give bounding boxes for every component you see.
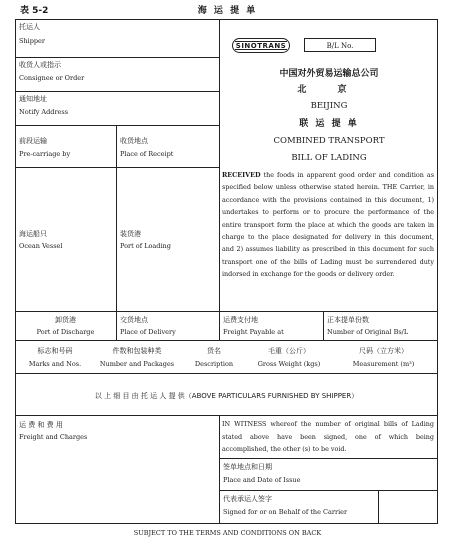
measurement-label-cn: 尺码（立方米） bbox=[359, 347, 408, 355]
document-type-en-2: BILL OF LADING bbox=[291, 153, 367, 163]
divider bbox=[116, 311, 117, 340]
divider bbox=[219, 19, 220, 311]
witness-clause: IN WITNESS whereof the number of original bills of Lading stated above have been signed, one of which being accomplished, the other (s) to be void. bbox=[222, 420, 434, 453]
company-name-cn: 中国对外贸易运输总公司 bbox=[279, 69, 379, 79]
document-title: 海 运 提 单 bbox=[197, 6, 258, 16]
table-number: 表 5-2 bbox=[20, 6, 49, 16]
divider bbox=[15, 125, 219, 126]
bl-number-field[interactable]: B/L No. bbox=[304, 38, 376, 52]
divider bbox=[15, 167, 219, 168]
notify-label-cn: 通知地址 bbox=[19, 95, 47, 103]
freight-payable-label-cn: 运费支付地 bbox=[223, 316, 258, 324]
divider bbox=[15, 340, 438, 341]
divider bbox=[219, 415, 220, 524]
num-original-label: Number of Original Bs/L bbox=[327, 328, 409, 336]
port-discharge-label: Port of Discharge bbox=[36, 328, 95, 336]
num-original-label-cn: 正本提单份数 bbox=[327, 316, 369, 324]
place-date-issue-label-cn: 签单地点和日期 bbox=[223, 463, 272, 471]
signed-for-label-cn: 代表承运人签字 bbox=[223, 495, 272, 503]
place-receipt-label-cn: 收货地点 bbox=[120, 137, 148, 145]
marks-label-cn: 标志和号码 bbox=[37, 347, 73, 355]
port-loading-label: Port of Loading bbox=[120, 242, 171, 250]
place-delivery-label: Place of Delivery bbox=[120, 328, 176, 336]
company-city-en: BEIJING bbox=[310, 101, 348, 111]
notify-label: Notify Address bbox=[19, 108, 69, 116]
divider bbox=[15, 91, 219, 92]
divider bbox=[15, 57, 219, 58]
freight-payable-label: Freight Payable at bbox=[223, 328, 284, 336]
ocean-vessel-label: Ocean Vessel bbox=[19, 242, 63, 250]
description-label-cn: 货名 bbox=[207, 347, 221, 355]
shipper-label-cn: 托运人 bbox=[19, 23, 40, 31]
signed-for-label: Signed for or on Behalf of the Carrier bbox=[223, 508, 348, 516]
divider bbox=[15, 373, 438, 374]
divider bbox=[15, 311, 438, 312]
sinotrans-logo: SINOTRANS bbox=[232, 38, 290, 53]
measurement-label: Measurement (m³) bbox=[352, 360, 415, 368]
place-delivery-label-cn: 交货地点 bbox=[120, 316, 148, 324]
marks-label: Marks and Nos. bbox=[28, 360, 82, 368]
divider bbox=[219, 490, 438, 491]
packages-label: Number and Packages bbox=[99, 360, 175, 368]
divider bbox=[378, 490, 379, 524]
pre-carriage-label: Pre-carriage by bbox=[19, 150, 71, 158]
port-loading-label-cn: 装货港 bbox=[120, 230, 141, 238]
gross-weight-label-cn: 毛重（公斤） bbox=[268, 347, 310, 355]
divider bbox=[15, 415, 438, 416]
consignee-label: Consignee or Order bbox=[19, 74, 85, 82]
gross-weight-label: Gross Weight (kgs) bbox=[257, 360, 321, 368]
ocean-vessel-label-cn: 海运船只 bbox=[19, 230, 47, 238]
terms-paragraph: RECEIVED the foods in apparent good order and condition as specified below unless otherwise stated herein. THE Carrier, in accordance with the provisions contained in this document, 1) undertakes to perform or to procure the performance of the entire transport form the place at which the goods are taken in charge to the place designated for delivery in this document, and 2) assumes liability as prescribed in this document for such transport one of the bills of Lading must be surrendered duty indorsed in exchange for the goods or delivery order. bbox=[222, 171, 434, 279]
furnished-by-shipper-note: 以 上 细 目 由 托 运 人 提 供（ABOVE PARTICULARS FURNISHED BY SHIPPER） bbox=[94, 392, 359, 400]
place-date-issue-label: Place and Date of Issue bbox=[223, 476, 301, 484]
port-discharge-label-cn: 卸货港 bbox=[55, 316, 76, 324]
divider bbox=[323, 311, 324, 340]
consignee-label-cn: 收货人或指示 bbox=[19, 61, 61, 69]
place-receipt-label: Place of Receipt bbox=[120, 150, 174, 158]
terms-footer: SUBJECT TO THE TERMS AND CONDITIONS ON BACK bbox=[133, 529, 322, 537]
packages-label-cn: 件数和包装种类 bbox=[112, 347, 162, 355]
divider bbox=[116, 125, 117, 311]
document-type-en-1: COMBINED TRANSPORT bbox=[273, 136, 385, 146]
divider bbox=[219, 458, 438, 459]
document-type-cn: 联 运 提 单 bbox=[299, 119, 359, 129]
shipper-label: Shipper bbox=[19, 37, 45, 45]
freight-charges-label-cn: 运 费 和 费 用 bbox=[19, 421, 63, 429]
company-city-cn: 北 京 bbox=[297, 85, 361, 95]
freight-charges-label: Freight and Charges bbox=[19, 433, 88, 441]
divider bbox=[219, 311, 220, 340]
description-label: Description bbox=[194, 360, 234, 368]
pre-carriage-label-cn: 前段运输 bbox=[19, 137, 47, 145]
